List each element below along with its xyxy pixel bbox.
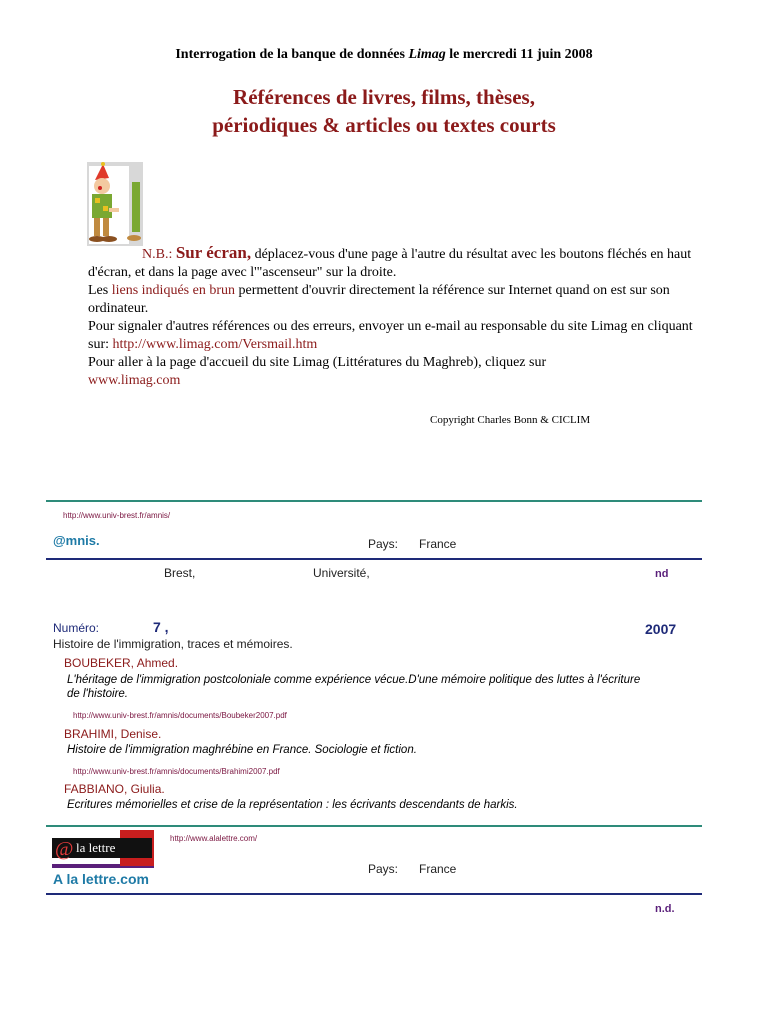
- clown-illustration: [87, 162, 143, 246]
- divider-top-alalettre: [46, 825, 702, 827]
- alalettre-date: n.d.: [655, 903, 675, 915]
- title-line-2: périodiques & articles ou textes courts: [212, 113, 556, 137]
- sur-ecran-label: Sur écran,: [175, 243, 252, 262]
- notice-p4-prefix: Pour aller à la page d'accueil du site Limag (Littératures du Maghreb), cliquez sur: [88, 355, 547, 370]
- issue-year: 2007: [645, 621, 677, 637]
- page-header: [0, 47, 768, 63]
- article-url-link[interactable]: http://www.univ-brest.fr/amnis/documents/Brahimi2007.pdf: [73, 767, 280, 776]
- versmail-link[interactable]: http://www.limag.com/Versmail.htm: [112, 337, 318, 352]
- alalettre-logo: [52, 830, 154, 868]
- amnis-url-link[interactable]: http://www.univ-brest.fr/amnis/: [63, 511, 171, 520]
- article-title: L'héritage de l'immigration postcoloniale comme expérience vécue.D'une mémoire politique des luttes à l'écriture de l'histoire.: [67, 674, 641, 700]
- notice-block: [88, 244, 698, 390]
- alalettre-name: A la lettre.com: [53, 871, 149, 887]
- logo-text: la lettre: [76, 840, 116, 855]
- alalettre-country: France: [419, 862, 457, 876]
- limag-home-link[interactable]: www.limag.com: [88, 373, 181, 388]
- amnis-date: nd: [655, 568, 669, 580]
- article-title: Ecritures mémorielles et crise de la représentation : les écrivants descendants de harkis.: [67, 799, 518, 811]
- issue-title: Histoire de l'immigration, traces et mémoires.: [53, 637, 293, 651]
- divider-mid-alalettre: [46, 893, 702, 895]
- page-title: [0, 83, 768, 139]
- notice-p2-suffix: permettent d'ouvrir directement la référence sur Internet quand on est sur son ordinateur.: [88, 283, 670, 316]
- amnis-city: Brest,: [164, 566, 196, 580]
- notice-p2-prefix: Les: [88, 283, 112, 298]
- issue-number: 7 ,: [153, 619, 169, 635]
- alalettre-url-link[interactable]: http://www.alalettre.com/: [170, 834, 258, 843]
- article-title: Histoire de l'immigration maghrébine en France. Sociologie et fiction.: [67, 744, 417, 756]
- copyright: Copyright Charles Bonn & CICLIM: [430, 414, 591, 426]
- divider-mid-amnis: [46, 558, 702, 560]
- logo-at-symbol: @: [55, 838, 74, 860]
- amnis-publisher: Université,: [313, 566, 370, 580]
- article-author: BOUBEKER, Ahmed.: [64, 656, 179, 670]
- issue-label: Numéro:: [53, 621, 100, 635]
- amnis-country: France: [419, 537, 457, 551]
- notice-p3-prefix: Pour signaler d'autres références ou des erreurs, envoyer un e-mail au responsable du site Limag en cliquant sur:: [88, 319, 693, 352]
- brown-links-label: liens indiqués en brun: [111, 283, 235, 298]
- header-prefix: Interrogation de la banque de données: [175, 47, 409, 62]
- amnis-name: @mnis.: [53, 533, 100, 548]
- header-suffix: le mercredi 11 juin 2008: [445, 47, 593, 62]
- article-author: FABBIANO, Giulia.: [64, 782, 165, 796]
- article-author: BRAHIMI, Denise.: [64, 727, 162, 741]
- divider-top-amnis: [46, 500, 702, 502]
- notice-paragraph-1: déplacez-vous d'une page à l'autre du résultat avec les boutons fléchés en haut d'écran, et dans la page avec l'"ascenseur" sur la droite.: [88, 247, 692, 280]
- header-db-name: Limag: [408, 47, 446, 62]
- article-url-link[interactable]: http://www.univ-brest.fr/amnis/documents/Boubeker2007.pdf: [73, 711, 287, 720]
- title-line-1: Références de livres, films, thèses,: [233, 85, 535, 109]
- alalettre-country-label: Pays:: [368, 862, 399, 876]
- nb-label: N.B.:: [142, 247, 173, 262]
- amnis-country-label: Pays:: [368, 537, 399, 551]
